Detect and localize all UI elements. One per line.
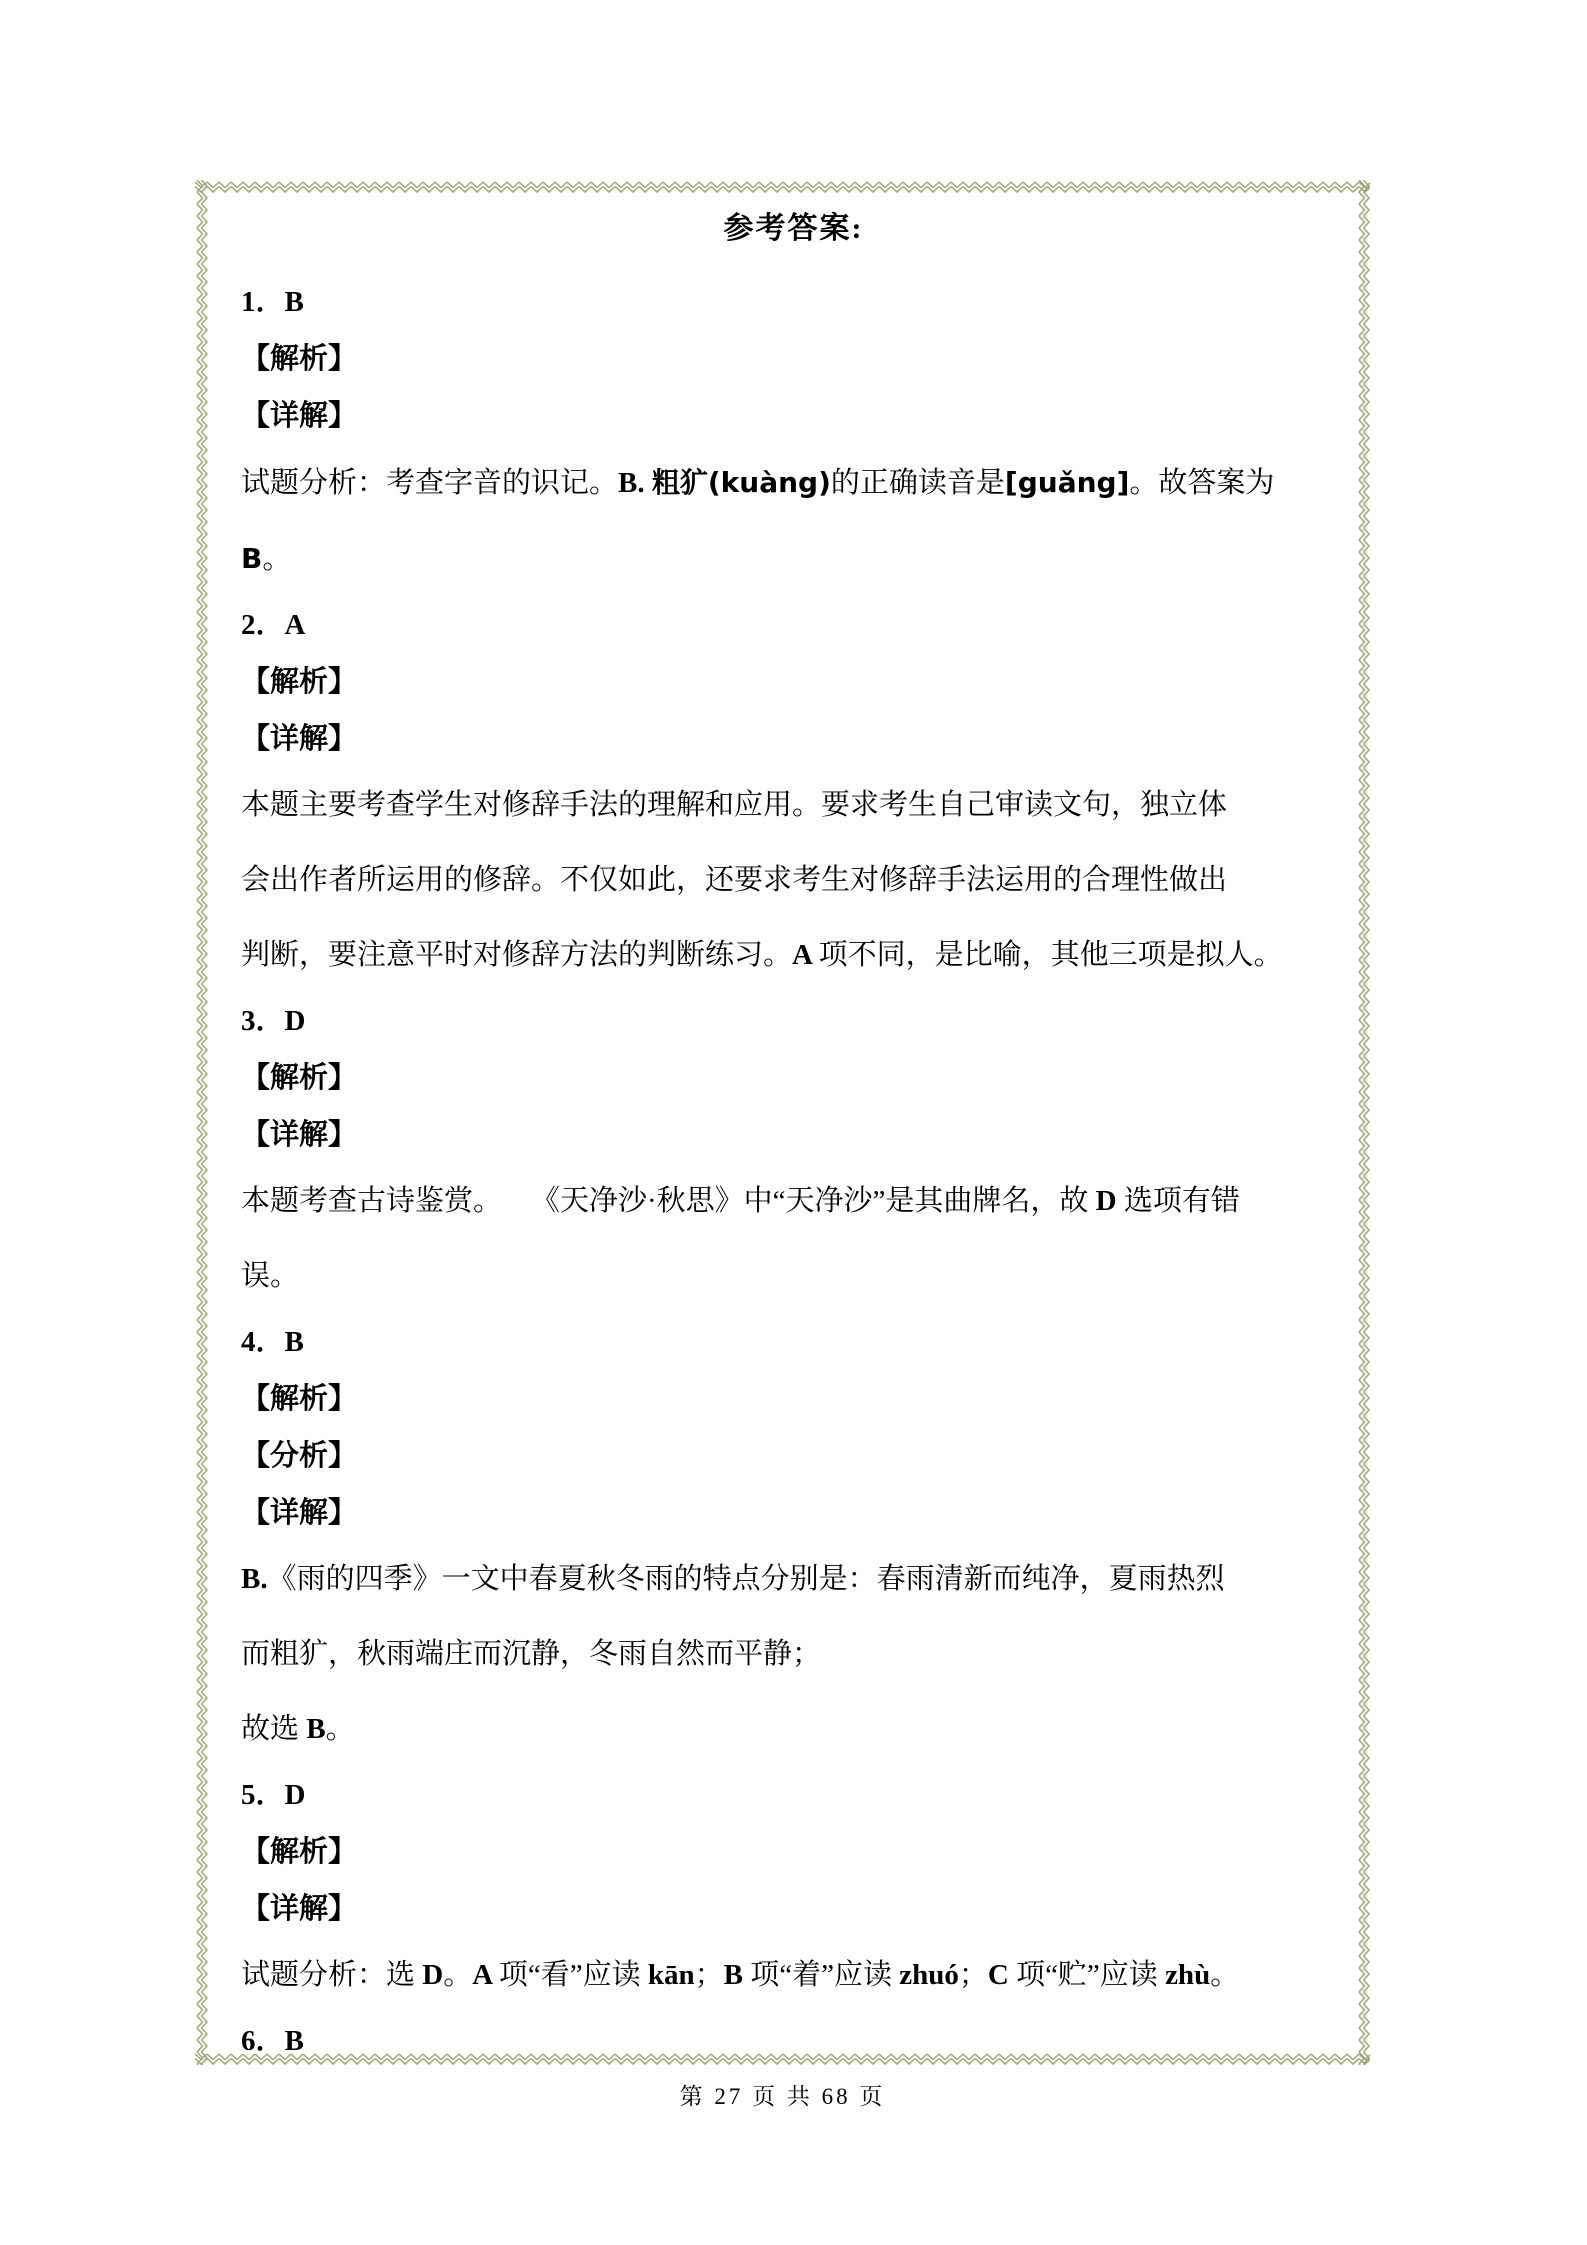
text-segment: B: [241, 542, 263, 575]
text-line: [241, 1164, 1346, 1239]
text-segment: 故选: [241, 1713, 307, 1745]
section-tag: 【分析】: [241, 1440, 358, 1472]
section-tag: 【详解】: [241, 400, 358, 432]
answer-item-3: 3．D: [241, 1005, 306, 1037]
section-tag: 【详解】: [241, 1497, 358, 1529]
explanation-paragraph: [241, 445, 1346, 597]
text-segment: ；: [694, 1959, 724, 1991]
section-tag: 【解析】: [241, 343, 358, 375]
answer-item-1: 1．B: [241, 286, 304, 318]
text-segment: kān: [647, 1959, 695, 1991]
zigzag-border-left-icon: [195, 180, 208, 2065]
section-tag: 【解析】: [241, 1383, 358, 1415]
section-tag: 【解析】: [241, 666, 358, 698]
text-segment: 项“贮”应读: [1016, 1959, 1166, 1991]
section-tag: 【解析】: [241, 1836, 358, 1868]
page-footer: 第 27 页 共 68 页: [679, 2084, 886, 2109]
text-line: [241, 843, 1346, 918]
text-segment: 。: [443, 1959, 473, 1991]
text-segment: 项不同，是比喻，其他三项是拟人。: [818, 939, 1283, 971]
text-line: [241, 445, 1346, 521]
text-segment: D: [1095, 1185, 1124, 1217]
text-segment: 本题主要考查学生对修辞手法的理解和应用。要求考生自己审读文句，独立体: [241, 789, 1228, 821]
answer-item-5: 5．D: [241, 1779, 306, 1811]
answer-item-6: 6．B: [241, 2025, 304, 2057]
answer-item-2: 2．A: [241, 609, 306, 641]
text-segment: 粗犷: [651, 466, 708, 499]
explanation-paragraph: [241, 1542, 1346, 1767]
text-segment: zhù: [1165, 1959, 1211, 1991]
text-segment: 选项有错: [1123, 1185, 1240, 1217]
text-segment: 本题考查古诗鉴赏。 《天净沙·秋思》中“天净沙”是其曲牌名，故: [241, 1185, 1096, 1217]
text-line: [241, 1542, 1346, 1617]
text-segment: 。: [1210, 1959, 1240, 1991]
text-segment: 。: [262, 543, 292, 575]
text-segment: 误。: [241, 1260, 300, 1292]
document-content: [241, 194, 1346, 2070]
explanation-paragraph: [241, 1164, 1346, 1314]
text-segment: (kuàng): [707, 466, 831, 499]
text-segment: 。: [325, 1713, 355, 1745]
section-tag: 【解析】: [241, 1062, 358, 1094]
text-segment: 《雨的四季》一文中春夏秋冬雨的特点分别是：春雨清新而纯净，夏雨热烈: [267, 1563, 1225, 1595]
text-segment: 项“着”应读: [750, 1959, 900, 1991]
section-tag: 【详解】: [241, 1119, 358, 1151]
page-title: 参考答案:: [723, 212, 864, 245]
text-segment: [guǎng]: [1004, 466, 1130, 499]
text-segment: C: [987, 1959, 1017, 1991]
text-segment: A: [472, 1959, 499, 1991]
text-segment: 试题分析：选: [241, 1959, 423, 1991]
text-segment: ；: [958, 1959, 988, 1991]
text-segment: 而粗犷，秋雨端庄而沉静，冬雨自然而平静；: [241, 1638, 822, 1670]
zigzag-border-right-icon: [1357, 180, 1370, 2065]
text-line: [241, 1938, 1346, 2013]
explanation-paragraph: [241, 1938, 1346, 2013]
text-line: [241, 521, 1346, 597]
text-segment: 。故答案为: [1129, 467, 1275, 499]
text-line: [241, 1692, 1346, 1767]
text-segment: D: [422, 1959, 444, 1991]
text-line: [241, 768, 1346, 843]
answer-item-4: 4．B: [241, 1326, 304, 1358]
text-segment: 判断，要注意平时对修辞方法的判断练习。: [241, 939, 793, 971]
decorative-page-border: [195, 180, 1370, 2065]
text-line: [241, 1617, 1346, 1692]
zigzag-border-top-icon: [195, 180, 1370, 193]
text-segment: B.: [618, 467, 652, 499]
text-line: [241, 918, 1346, 993]
section-tag: 【详解】: [241, 1893, 358, 1925]
text-segment: zhuó: [899, 1959, 959, 1991]
text-segment: 项“看”应读: [498, 1959, 648, 1991]
text-segment: 试题分析：考查字音的识记。: [241, 467, 619, 499]
text-segment: B.: [241, 1563, 268, 1595]
text-segment: 会出作者所运用的修辞。不仅如此，还要求考生对修辞手法运用的合理性做出: [241, 864, 1228, 896]
section-tag: 【详解】: [241, 723, 358, 755]
text-segment: B: [306, 1713, 326, 1745]
text-segment: 的正确读音是: [830, 467, 1005, 499]
text-segment: A: [792, 939, 819, 971]
text-segment: B: [723, 1959, 751, 1991]
text-line: [241, 1239, 1346, 1314]
explanation-paragraph: [241, 768, 1346, 993]
